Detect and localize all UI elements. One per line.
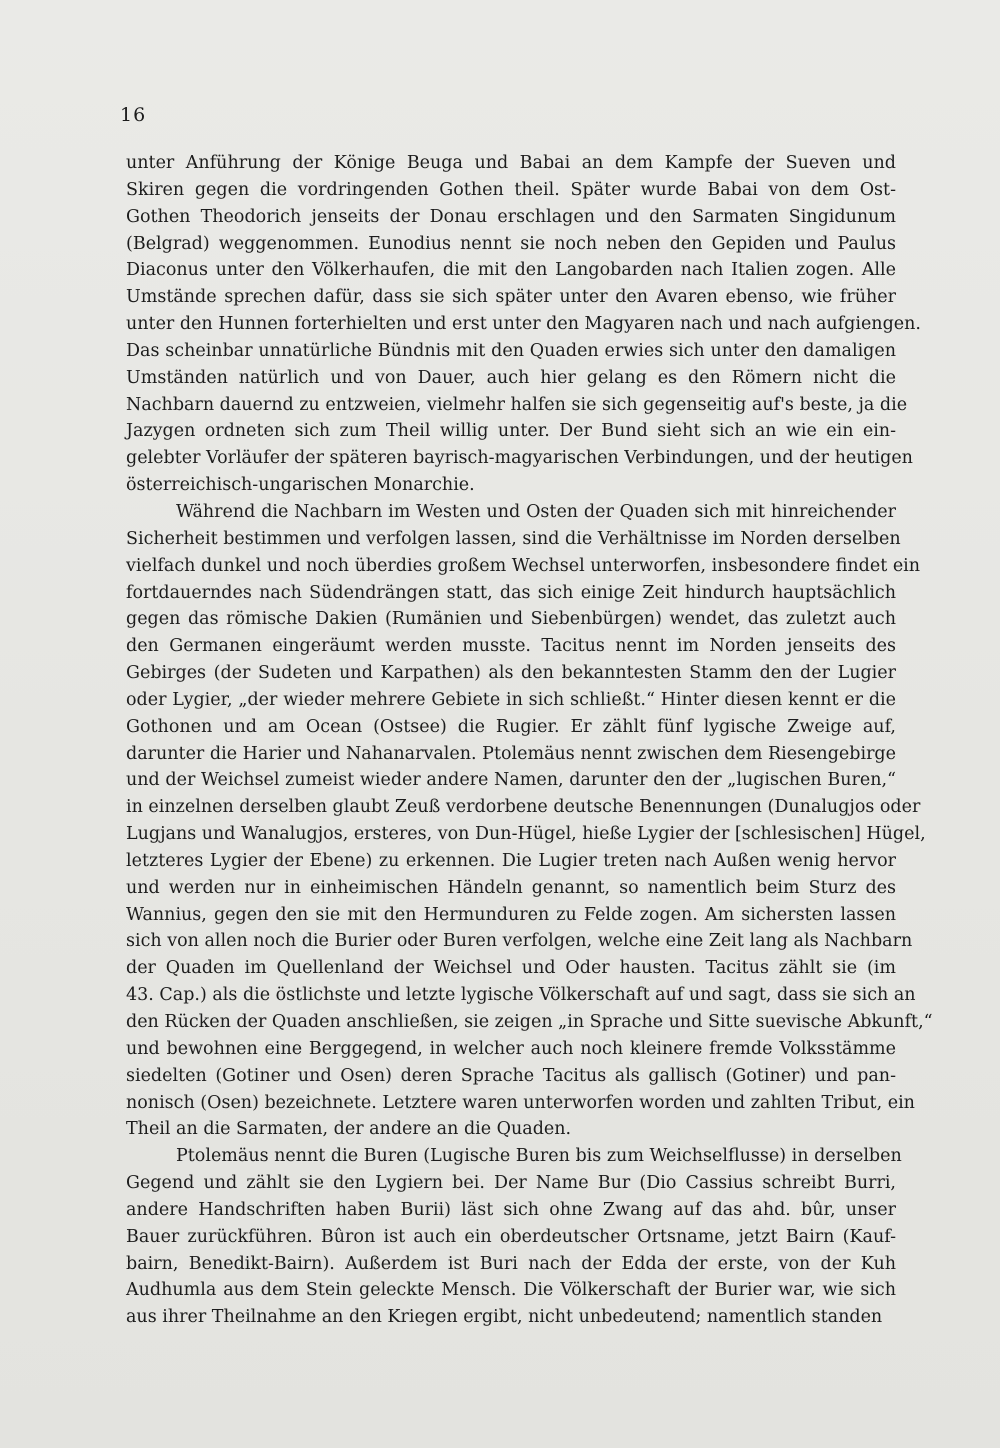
text-line: bairn, Benedikt-Bairn). Außerdem ist Buri nach der Edda der erste, von der Kuh xyxy=(126,1253,896,1274)
text-line: Theil an die Sarmaten, der andere an die Quaden. xyxy=(126,1119,572,1140)
text-line: unter Anführung der Könige Beuga und Babai an dem Kampfe der Sueven und xyxy=(126,153,896,173)
text-line: nonisch (Osen) bezeichnete. Letztere waren unterworfen worden und zahlten Tribut, ein xyxy=(126,1092,915,1113)
text-line: Jazygen ordneten sich zum Theil willig unter. Der Bund sieht sich an wie ein ein- xyxy=(126,421,896,442)
text-line: Bauer zurückführen. Bûron ist auch ein oberdeutscher Ortsname, jetzt Bairn (Kauf- xyxy=(126,1226,896,1247)
text-line: oder Lygier, „der wieder mehrere Gebiete in sich schließt.“ Hinter diesen kennt er die xyxy=(126,689,896,710)
text-line: Ptolemäus nennt die Buren (Lugische Buren bis zum Weichselflusse) in derselben xyxy=(176,1146,902,1167)
page-number: 16 xyxy=(120,104,147,126)
text-line: letzteres Lygier der Ebene) zu erkennen. Die Lugier treten nach Außen wenig hervor xyxy=(126,850,896,871)
text-line: Gegend und zählt sie den Lygiern bei. Der Name Bur (Dio Cassius schreibt Burri, xyxy=(126,1173,896,1194)
text-line: den Germanen eingeräumt werden musste. Tacitus nennt im Norden jenseits des xyxy=(126,636,896,657)
text-line: Nachbarn dauernd zu entzweien, vielmehr halfen sie sich gegenseitig auf's beste, ja die xyxy=(126,394,908,415)
paragraph xyxy=(126,150,921,499)
text-line: siedelten (Gotiner und Osen) deren Sprache Tacitus als gallisch (Gotiner) und pan- xyxy=(126,1065,896,1086)
text-line: gelebter Vorläufer der späteren bayrisch-magyarischen Verbindungen, und der heutigen xyxy=(126,448,913,469)
text-line: Skiren gegen die vordringenden Gothen theil. Später wurde Babai von dem Ost- xyxy=(126,179,896,200)
text-line: Gothonen und am Ocean (Ostsee) die Rugier. Er zählt fünf lygische Zweige auf, xyxy=(126,716,896,737)
text-line: Audhumla aus dem Stein geleckte Mensch. Die Völkerschaft der Burier war, wie sich xyxy=(126,1280,896,1301)
text-line: Umständen natürlich und von Dauer, auch hier gelang es den Römern nicht die xyxy=(126,367,896,388)
paragraph xyxy=(126,499,933,1143)
text-line: Sicherheit bestimmen und verfolgen lassen, sind die Verhältnisse im Norden derselben xyxy=(126,528,901,549)
text-line: Wannius, gegen den sie mit den Hermunduren zu Felde zogen. Am sichersten lassen xyxy=(126,904,896,925)
text-line: in einzelnen derselben glaubt Zeuß verdorbene deutsche Benennungen (Dunalugjos oder xyxy=(126,797,921,818)
text-line: Umstände sprechen dafür, dass sie sich später unter den Avaren ebenso, wie früher xyxy=(126,287,896,308)
text-line: und bewohnen eine Berggegend, in welcher auch noch kleinere fremde Volksstämme xyxy=(126,1038,896,1059)
text-line: sich von allen noch die Burier oder Buren verfolgen, welche eine Zeit lang als Nachbarn xyxy=(126,931,913,952)
text-line: und werden nur in einheimischen Händeln genannt, so namentlich beim Sturz des xyxy=(126,877,896,898)
text-line: Gebirges (der Sudeten und Karpathen) als den bekanntesten Stamm den der Lugier xyxy=(126,663,896,684)
text-line: Lugjans und Wanalugjos, ersteres, von Dun-Hügel, hieße Lygier der [schlesischen] Hügel, xyxy=(126,824,926,845)
text-line: und der Weichsel zumeist wieder andere Namen, darunter den der „lugischen Buren,“ xyxy=(126,770,896,791)
text-line: Während die Nachbarn im Westen und Osten der Quaden sich mit hinreichender xyxy=(176,501,896,522)
text-line: österreichisch-ungarischen Monarchie. xyxy=(126,475,475,496)
text-line: den Rücken der Quaden anschließen, sie zeigen „in Sprache und Sitte suevische Abkunft,“ xyxy=(126,1012,933,1032)
text-line: fortdauerndes nach Südendrängen statt, das sich einige Zeit hindurch hauptsächlich xyxy=(126,582,896,603)
paragraph xyxy=(126,1143,902,1331)
text-line: andere Handschriften haben Burii) läst sich ohne Zwang auf das ahd. bûr, unser xyxy=(126,1199,896,1220)
body-text xyxy=(126,150,933,1331)
text-line: der Quaden im Quellenland der Weichsel und Oder hausten. Tacitus zählt sie (im xyxy=(126,958,896,979)
text-line: Gothen Theodorich jenseits der Donau erschlagen und den Sarmaten Singidunum xyxy=(126,206,896,227)
text-line: darunter die Harier und Nahanarvalen. Ptolemäus nennt zwischen dem Riesengebirge xyxy=(126,743,896,764)
text-line: gegen das römische Dakien (Rumänien und Siebenbürgen) wendet, das zuletzt auch xyxy=(126,609,896,630)
text-line: (Belgrad) weggenommen. Eunodius nennt sie noch neben den Gepiden und Paulus xyxy=(126,233,896,254)
text-line: Diaconus unter den Völkerhaufen, die mit den Langobarden nach Italien zogen. Alle xyxy=(126,260,896,281)
text-line: aus ihrer Theilnahme an den Kriegen ergibt, nicht unbedeutend; namentlich standen xyxy=(126,1307,883,1328)
text-line: 43. Cap.) als die östlichste und letzte lygische Völkerschaft auf und sagt, dass sie sich an xyxy=(126,985,916,1006)
text-line: vielfach dunkel und noch überdies großem Wechsel unterworfen, insbesondere findet ein xyxy=(126,555,921,576)
text-line: Das scheinbar unnatürliche Bündnis mit den Quaden erwies sich unter den damaligen xyxy=(126,340,896,361)
text-line: unter den Hunnen forterhielten und erst unter den Magyaren nach und nach aufgiengen. xyxy=(126,314,921,335)
